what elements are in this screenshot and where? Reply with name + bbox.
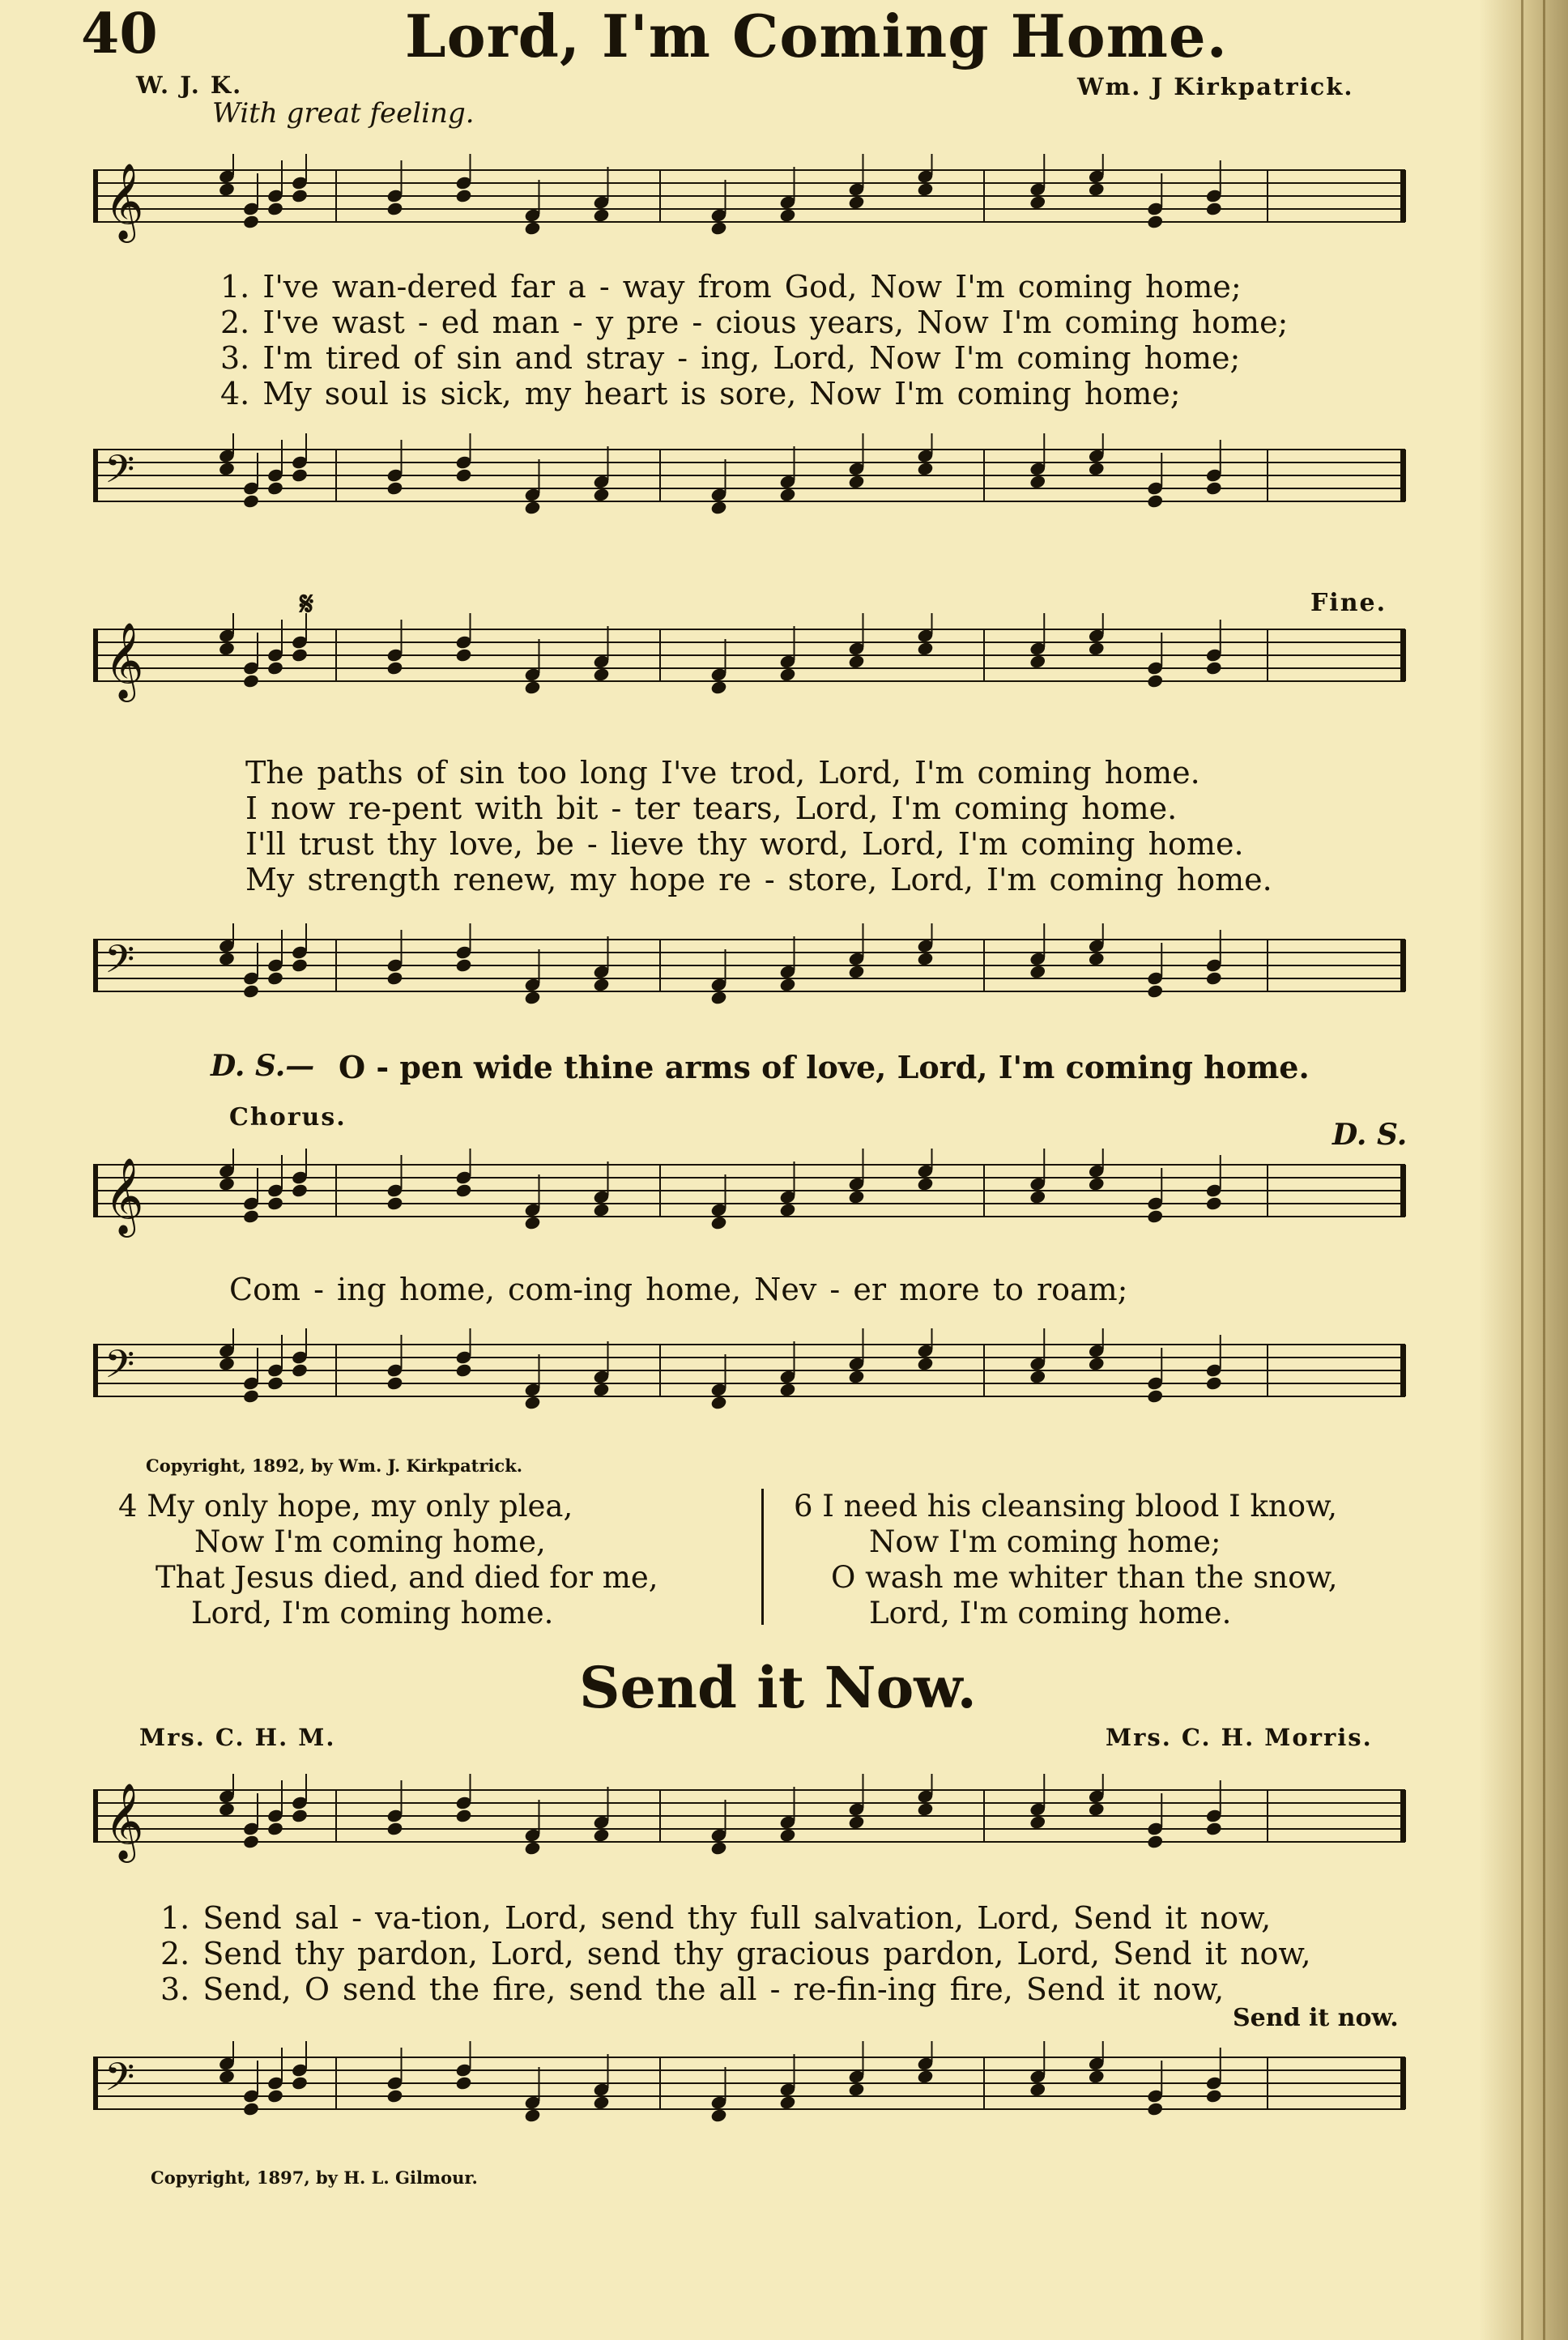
verse-line: That Jesus died, and died for me, [156,1560,658,1595]
treble-clef: 𝄞 [104,1783,144,1860]
left-barline [93,1165,98,1217]
notehead [917,1801,935,1817]
notehead [524,1840,542,1856]
notehead [593,977,611,992]
notehead [917,1176,935,1191]
verse-divider [761,1489,764,1625]
notehead [218,1176,236,1191]
notehead [266,1196,284,1211]
left-barline [93,1345,98,1396]
notehead [593,667,611,682]
notehead [242,673,260,688]
notehead [242,1834,260,1849]
notehead [848,964,866,979]
notehead [1029,1814,1046,1830]
final-barline [1400,2057,1406,2109]
bass-staff [93,1328,1425,1406]
notehead [1205,970,1223,986]
notehead [218,1356,236,1371]
notehead [386,970,404,986]
composer-credit: Wm. J Kirkpatrick. [1077,73,1354,100]
notehead [386,1375,404,1391]
notehead [242,214,260,229]
spine-line [1543,0,1545,2340]
notehead [291,1362,309,1378]
composer-credit: Mrs. C. H. Morris. [1106,1724,1373,1751]
notehead [1088,641,1106,656]
left-barline [93,1790,98,1842]
notehead [266,660,284,676]
notehead [524,680,542,695]
notehead [291,467,309,483]
verse-line: Now I'm coming home; [869,1524,1221,1559]
left-barline [93,629,98,681]
lyric-line: 3. Send, O send the fire, send the all - re-fin-ing fire, Send it now, [160,1971,1225,2007]
notehead [710,2108,728,2123]
verse-line: Now I'm coming home, [194,1524,546,1559]
bass-clef: 𝄢 [104,1341,135,1396]
notehead [1205,2088,1223,2103]
notehead [1029,654,1046,669]
lyric-line: My strength renew, my hope re - store, Lord, I'm coming home. [245,862,1272,897]
verse-line: 6 I need his cleansing blood I know, [794,1489,1338,1524]
notehead [1146,493,1164,509]
notehead [848,2082,866,2097]
notehead [242,2101,260,2116]
notehead [779,1382,797,1397]
notehead [242,493,260,509]
lyric-line: I now re-pent with bit - ter tears, Lord, I'm coming home. [245,791,1178,826]
notehead [917,951,935,966]
notehead [291,957,309,973]
notehead [593,1202,611,1217]
notehead [779,977,797,992]
bass-clef: 𝄢 [104,446,135,501]
notehead [779,667,797,682]
notehead [266,480,284,496]
treble-clef: 𝄞 [104,1157,144,1234]
tempo-marking: With great feeling. [212,97,475,130]
notehead [1146,983,1164,999]
page-number: 40 [81,2,158,66]
notehead [1205,1821,1223,1836]
ds-label: D. S.— [211,1049,315,1083]
staff-lines [93,2041,1425,2138]
echo-text: Send it now. [1233,2004,1399,2032]
notehead [266,2088,284,2103]
lyric-line: 1. I've wan-dered far a - way from God, Now I'm coming home; [220,269,1242,305]
notehead [1205,1196,1223,1211]
verse-line: Lord, I'm coming home. [869,1596,1232,1630]
notehead [455,467,473,483]
bass-staff [93,433,1425,511]
notehead [455,2075,473,2091]
notehead [1146,673,1164,688]
lyric-line: The paths of sin too long I've trod, Lord, I'm coming home. [245,755,1200,791]
notehead [848,194,866,210]
bass-staff [93,923,1425,1001]
notehead [917,461,935,476]
notehead [291,188,309,203]
notehead [710,680,728,695]
notehead [1088,1176,1106,1191]
staff-lines [93,923,1425,1021]
notehead [593,1827,611,1843]
left-barline [93,450,98,501]
notehead [291,1183,309,1198]
notehead [386,201,404,216]
notehead [1146,1208,1164,1224]
notehead [218,2069,236,2084]
hymn-title: Lord, I'm Coming Home. [405,2,1228,70]
hymn-title: Send it Now. [579,1654,977,1721]
notehead [455,188,473,203]
verse-line: 4 My only hope, my only plea, [118,1489,573,1524]
notehead [1029,2082,1046,2097]
notehead [593,207,611,223]
notehead [386,1821,404,1836]
staff-lines [93,154,1425,251]
staff-lines [93,613,1425,710]
notehead [386,480,404,496]
notehead [1205,480,1223,496]
notehead [779,487,797,502]
verse-line: O wash me whiter than the snow, [831,1560,1338,1595]
notehead [779,207,797,223]
left-barline [93,940,98,991]
notehead [218,951,236,966]
notehead [1029,964,1046,979]
lyricist-credit: Mrs. C. H. M. [139,1724,336,1751]
notehead [291,2075,309,2091]
notehead [710,500,728,515]
fine-marking: Fine. [1310,589,1387,617]
notehead [1088,2069,1106,2084]
left-barline [93,170,98,222]
notehead [524,500,542,515]
notehead [1088,951,1106,966]
final-barline [1400,1790,1406,1842]
notehead [266,201,284,216]
notehead [1205,660,1223,676]
notehead [1205,201,1223,216]
left-barline [93,2057,98,2109]
notehead [1146,2101,1164,2116]
notehead [242,983,260,999]
notehead [1029,474,1046,489]
notehead [524,1395,542,1410]
notehead [710,1215,728,1230]
copyright-notice: Copyright, 1892, by Wm. J. Kirkpatrick. [146,1456,523,1476]
notehead [1088,1356,1106,1371]
notehead [524,1215,542,1230]
staff-lines [93,1149,1425,1246]
notehead [779,1202,797,1217]
ds-marking: D. S. [1332,1118,1408,1152]
treble-staff [93,613,1425,699]
notehead [386,660,404,676]
final-barline [1400,1345,1406,1396]
staff-lines [93,433,1425,531]
notehead [917,181,935,197]
treble-staff [93,1149,1425,1234]
staff-lines [93,1774,1425,1871]
final-barline [1400,450,1406,501]
notehead [291,647,309,663]
chorus-lyric: Com - ing home, com-ing home, Nev - er more to roam; [229,1272,1128,1307]
notehead [524,990,542,1005]
lyric-line: 3. I'm tired of sin and stray - ing, Lord, Now I'm coming home; [220,340,1241,376]
verse-line: Lord, I'm coming home. [191,1596,554,1630]
final-barline [1400,1165,1406,1217]
notehead [593,487,611,502]
notehead [710,1840,728,1856]
notehead [593,2095,611,2110]
final-barline [1400,940,1406,991]
notehead [524,220,542,236]
notehead [386,2088,404,2103]
notehead [710,220,728,236]
treble-staff [93,154,1425,240]
page-binding-shadow [1479,0,1568,2340]
bass-clef: 𝄢 [104,936,135,991]
notehead [1088,1801,1106,1817]
notehead [1146,214,1164,229]
staff-lines [93,1328,1425,1426]
notehead [455,1362,473,1378]
notehead [218,641,236,656]
notehead [266,1821,284,1836]
notehead [1029,194,1046,210]
notehead [242,1208,260,1224]
notehead [386,1196,404,1211]
lyric-line: I'll trust thy love, be - lieve thy word, Lord, I'm coming home. [245,826,1244,862]
notehead [218,181,236,197]
notehead [1088,461,1106,476]
treble-staff [93,1774,1425,1860]
notehead [848,1814,866,1830]
notehead [455,1808,473,1823]
lyric-line: 4. My soul is sick, my heart is sore, Now I'm coming home; [220,376,1181,411]
treble-clef: 𝄞 [104,163,144,240]
notehead [455,1183,473,1198]
lyric-line: 2. I've wast - ed man - y pre - cious years, Now I'm coming home; [220,305,1289,340]
notehead [1029,1369,1046,1384]
notehead [710,990,728,1005]
notehead [1088,181,1106,197]
notehead [917,1356,935,1371]
lyric-line: 2. Send thy pardon, Lord, send thy gracious pardon, Lord, Send it now, [160,1936,1311,1971]
notehead [524,2108,542,2123]
notehead [455,957,473,973]
notehead [593,1382,611,1397]
notehead [779,2095,797,2110]
copyright-notice: Copyright, 1897, by H. L. Gilmour. [151,2167,478,2188]
notehead [1029,1189,1046,1204]
notehead [266,1375,284,1391]
notehead [917,641,935,656]
notehead [455,647,473,663]
treble-clef: 𝄞 [104,622,144,699]
spine-line [1521,0,1523,2340]
segno-sign: 𝄋 [300,585,316,623]
lyricist-credit: W. J. K. [136,71,243,99]
notehead [848,474,866,489]
final-barline [1400,170,1406,222]
lyric-line: 1. Send sal - va-tion, Lord, send thy full salvation, Lord, Send it now, [160,1900,1272,1936]
notehead [710,1395,728,1410]
notehead [848,654,866,669]
notehead [848,1369,866,1384]
chorus-label: Chorus. [229,1103,347,1132]
final-barline [1400,629,1406,681]
notehead [917,2069,935,2084]
bass-staff [93,2041,1425,2119]
notehead [1205,1375,1223,1391]
notehead [1146,1834,1164,1849]
notehead [266,970,284,986]
notehead [242,1388,260,1404]
bass-clef: 𝄢 [104,2054,135,2109]
notehead [779,1827,797,1843]
notehead [848,1189,866,1204]
notehead [218,461,236,476]
ds-lyric-line: O - pen wide thine arms of love, Lord, I'm coming home. [339,1049,1310,1085]
notehead [218,1801,236,1817]
notehead [291,1808,309,1823]
notehead [1146,1388,1164,1404]
